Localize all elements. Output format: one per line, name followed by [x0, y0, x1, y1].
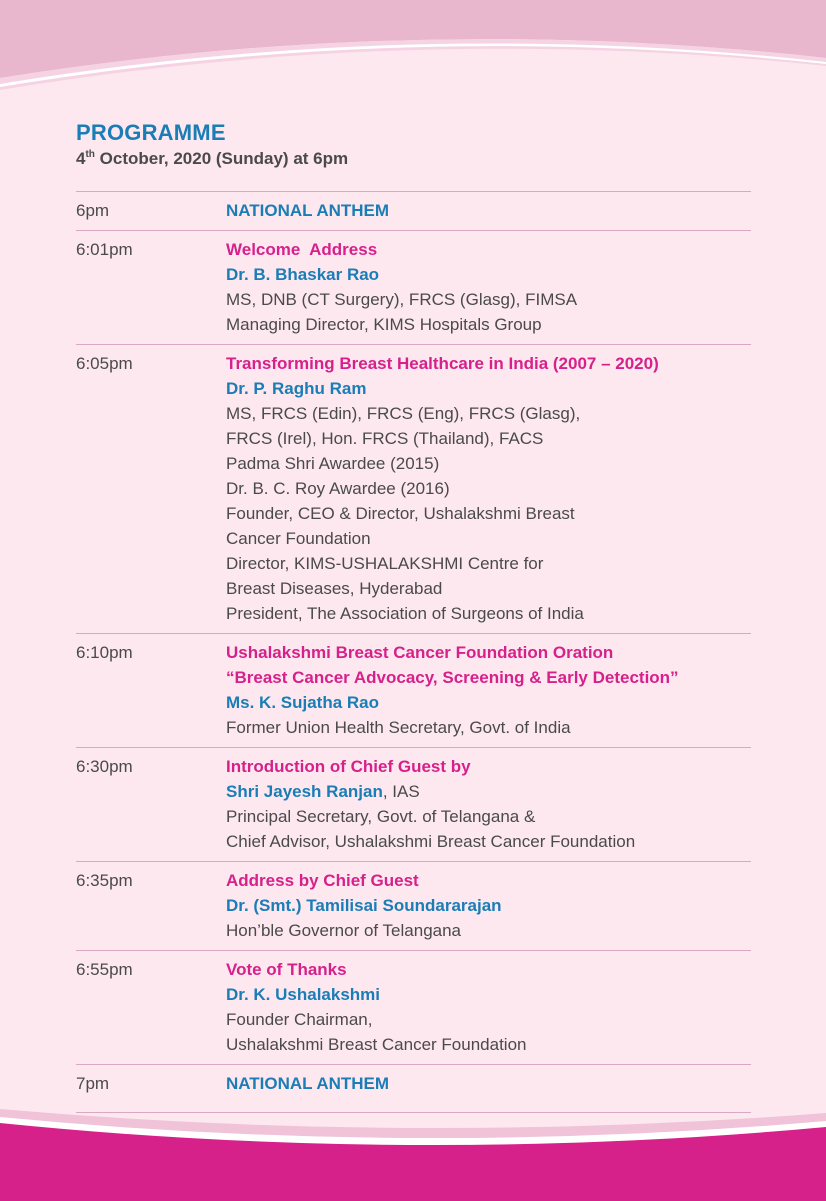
schedule-details — [226, 198, 751, 223]
speaker-detail: Founder Chairman, — [226, 1010, 373, 1029]
schedule-row — [76, 748, 751, 862]
event-title: Introduction of Chief Guest by — [226, 757, 471, 776]
speaker-name: Dr. B. Bhaskar Rao — [226, 265, 380, 284]
speaker-name: Dr. (Smt.) Tamilisai Soundararajan — [226, 896, 502, 915]
schedule-details — [226, 957, 751, 1057]
speaker-detail: FRCS (Irel), Hon. FRCS (Thailand), FACS — [226, 429, 544, 448]
schedule-details — [226, 868, 751, 943]
speaker-suffix: , IAS — [382, 782, 420, 801]
schedule-row — [76, 192, 751, 231]
schedule-details — [226, 351, 751, 626]
schedule-row — [76, 345, 751, 634]
bottom-decorative-band — [0, 1095, 826, 1201]
speaker-name: Ms. K. Sujatha Rao — [226, 693, 380, 712]
speaker-name: Shri Jayesh Ranjan — [226, 782, 383, 801]
speaker-detail: Principal Secretary, Govt. of Telangana & — [226, 807, 536, 826]
speaker-detail: Dr. B. C. Roy Awardee (2016) — [226, 479, 450, 498]
programme-schedule — [76, 191, 751, 1113]
schedule-details — [226, 754, 751, 854]
schedule-details — [226, 237, 751, 337]
schedule-row — [76, 951, 751, 1065]
schedule-time: 6:01pm — [76, 240, 133, 259]
event-date: 4th October, 2020 (Sunday) at 6pm — [76, 149, 349, 168]
speaker-name: Dr. P. Raghu Ram — [226, 379, 367, 398]
speaker-detail: MS, FRCS (Edin), FRCS (Eng), FRCS (Glasg), — [226, 404, 581, 423]
speaker-detail: Chief Advisor, Ushalakshmi Breast Cancer Foundation — [226, 832, 636, 851]
schedule-time: 6:55pm — [76, 960, 133, 979]
schedule-time: 6:30pm — [76, 757, 133, 776]
national-anthem-label: NATIONAL ANTHEM — [226, 201, 390, 220]
speaker-detail: Founder, CEO & Director, Ushalakshmi Breast — [226, 504, 575, 523]
speaker-detail: President, The Association of Surgeons of India — [226, 604, 584, 623]
speaker-line — [226, 779, 751, 804]
page-title: PROGRAMME — [76, 120, 226, 145]
speaker-detail: Former Union Health Secretary, Govt. of India — [226, 718, 571, 737]
speaker-detail: Director, KIMS-USHALAKSHMI Centre for — [226, 554, 544, 573]
schedule-row — [76, 862, 751, 951]
event-title: Welcome Address — [226, 240, 378, 259]
schedule-details — [226, 1071, 751, 1096]
schedule-details — [226, 640, 751, 740]
schedule-row — [76, 634, 751, 748]
speaker-detail: Ushalakshmi Breast Cancer Foundation — [226, 1035, 527, 1054]
event-title: Ushalakshmi Breast Cancer Foundation Oration — [226, 643, 614, 662]
oration-subtitle: “Breast Cancer Advocacy, Screening & Early Detection” — [226, 668, 679, 687]
speaker-name: Dr. K. Ushalakshmi — [226, 985, 381, 1004]
schedule-time: 6:05pm — [76, 354, 133, 373]
schedule-time: 6:10pm — [76, 643, 133, 662]
speaker-detail: Breast Diseases, Hyderabad — [226, 579, 443, 598]
event-title: Transforming Breast Healthcare in India (2007 – 2020) — [226, 354, 659, 373]
schedule-time: 6pm — [76, 201, 110, 220]
schedule-time: 7pm — [76, 1074, 110, 1093]
schedule-time: 6:35pm — [76, 871, 133, 890]
speaker-detail: Cancer Foundation — [226, 529, 371, 548]
speaker-detail: Hon’ble Governor of Telangana — [226, 921, 462, 940]
speaker-detail: Padma Shri Awardee (2015) — [226, 454, 440, 473]
speaker-detail: MS, DNB (CT Surgery), FRCS (Glasg), FIMSA — [226, 290, 578, 309]
schedule-row — [76, 231, 751, 345]
speaker-detail: Managing Director, KIMS Hospitals Group — [226, 315, 542, 334]
top-decorative-band — [0, 0, 826, 110]
national-anthem-label: NATIONAL ANTHEM — [226, 1074, 390, 1093]
event-title: Address by Chief Guest — [226, 871, 419, 890]
event-title: Vote of Thanks — [226, 960, 347, 979]
